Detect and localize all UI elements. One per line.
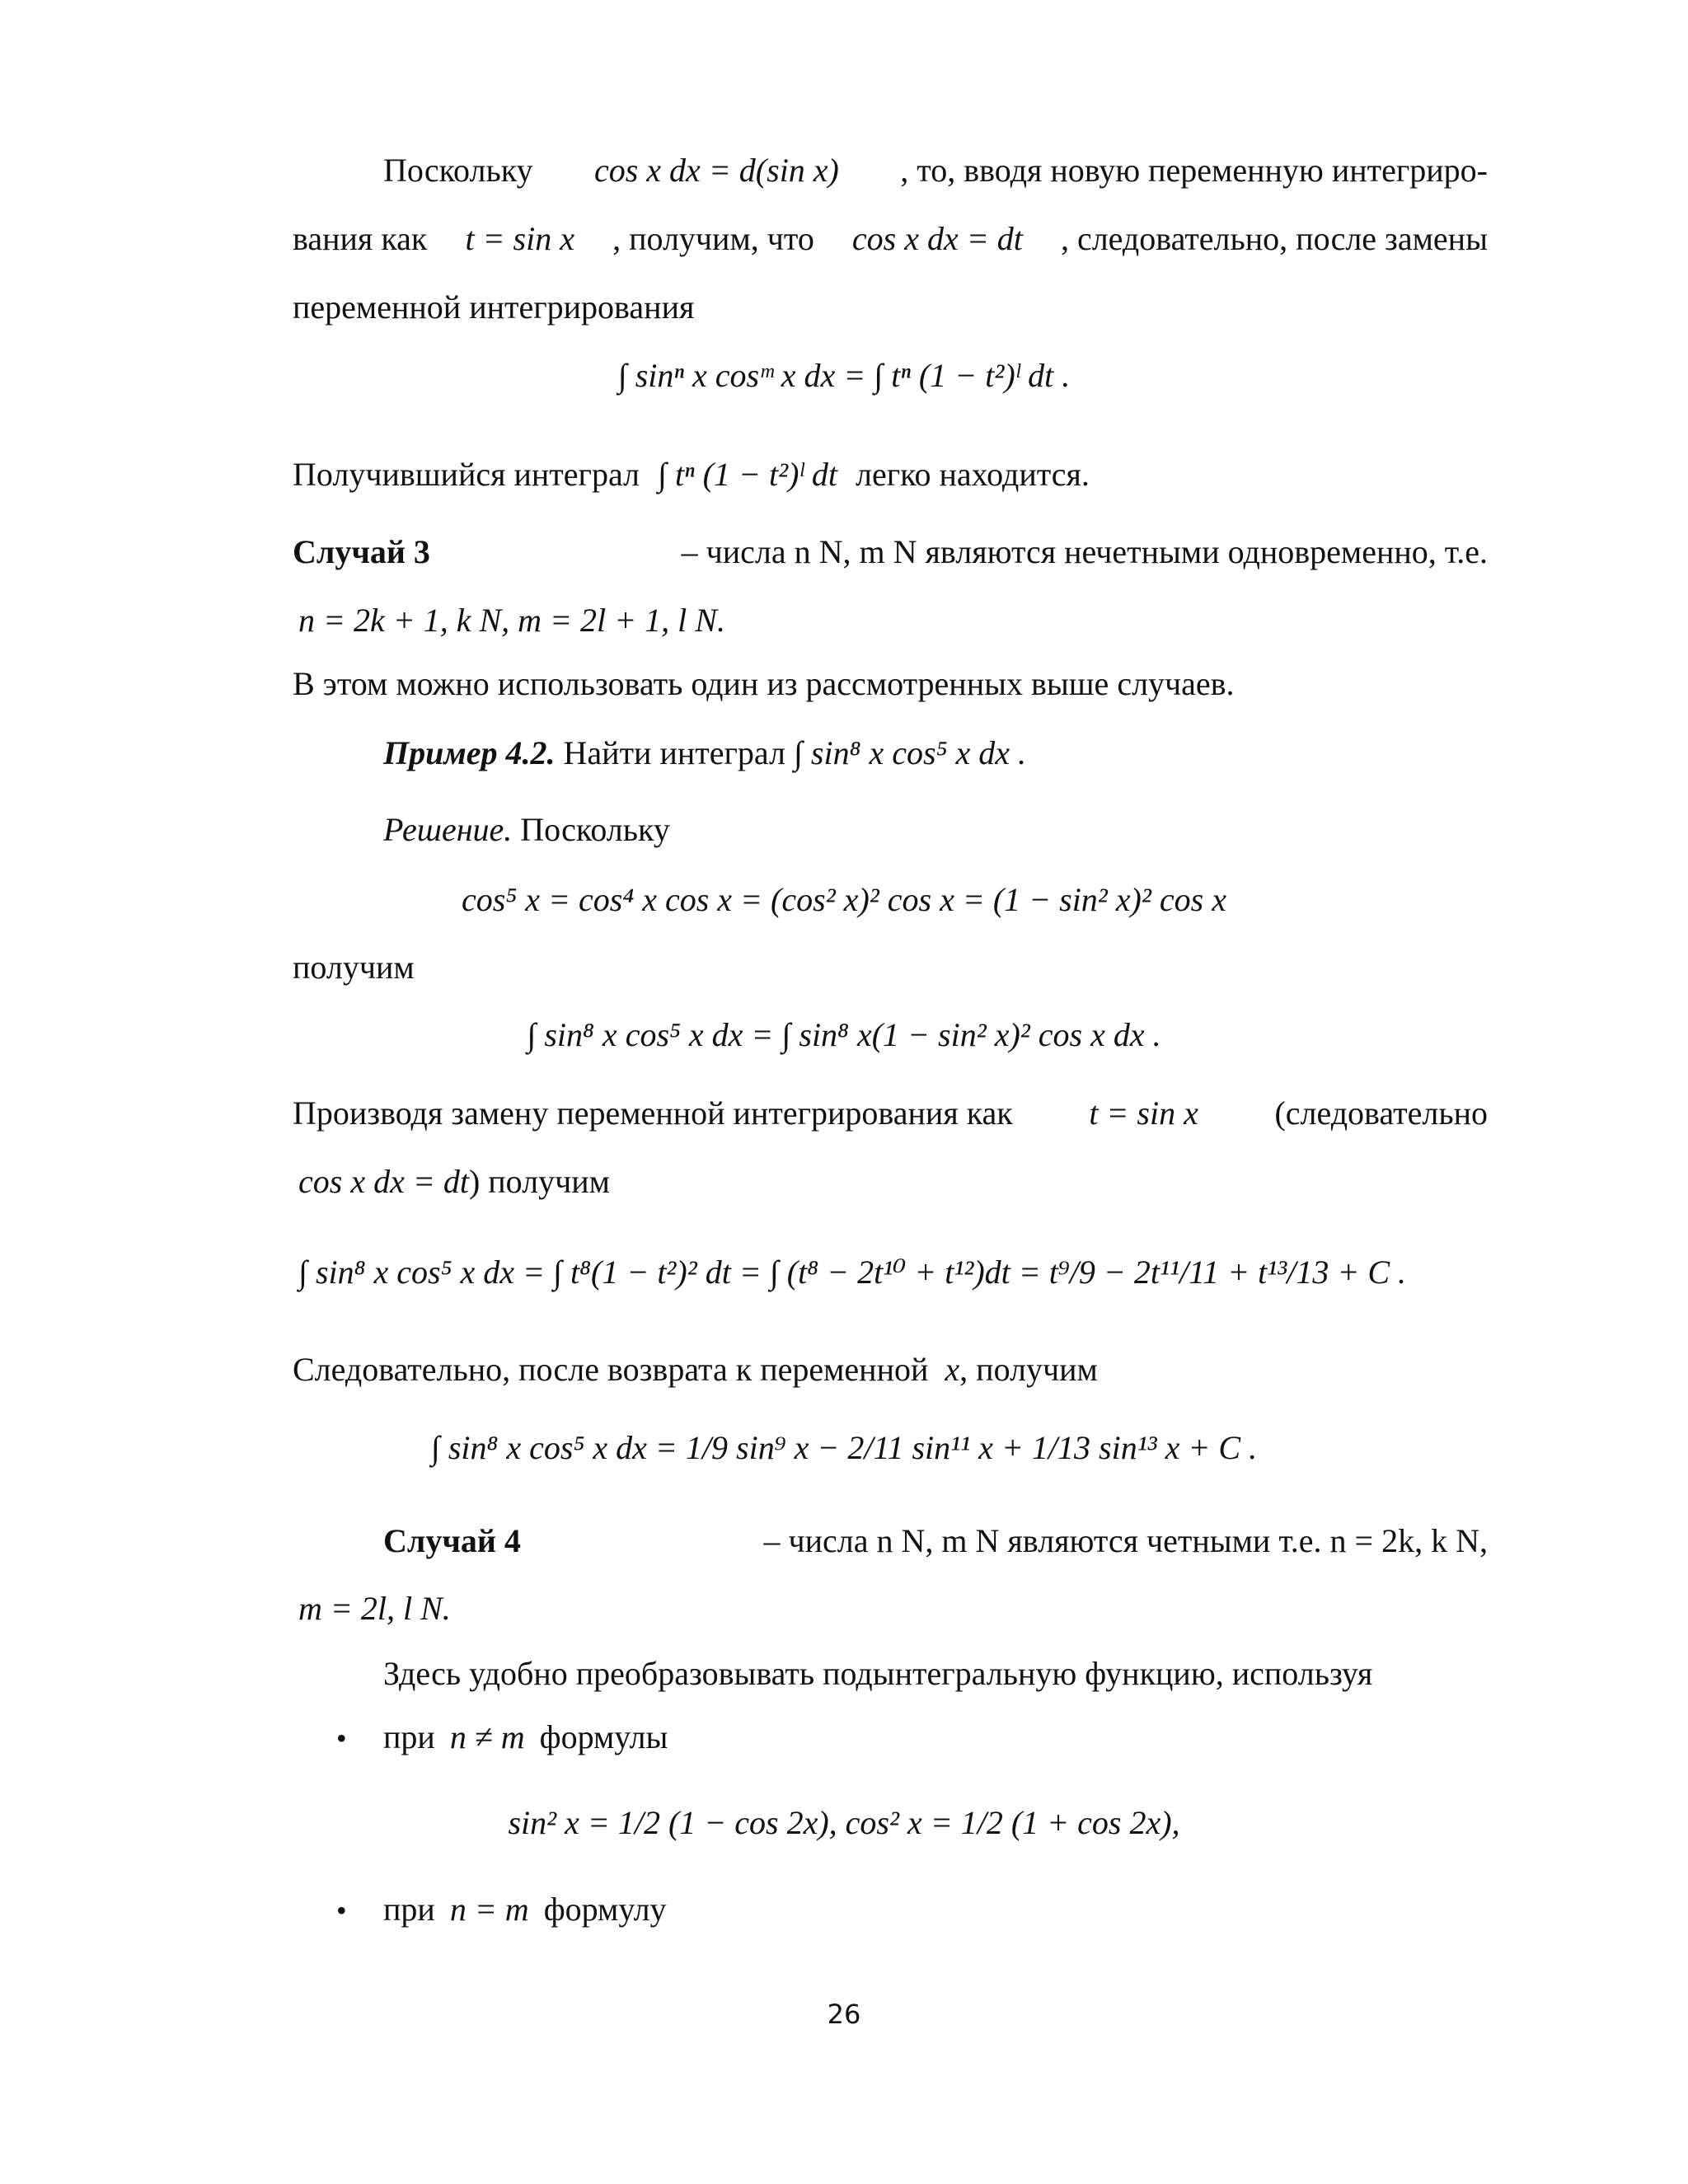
paragraph-substitution-line1: Поскольку cos x dx = d(sin x) , то, вводя новую переменную интегриро- [383, 152, 1488, 189]
inline-formula: t = sin x [1089, 1094, 1198, 1132]
formula-integral-rewritten: ∫ sin⁸ x cos⁵ x dx = ∫ sin⁸ x(1 − sin² x)² cos x dx . [527, 1016, 1161, 1053]
paragraph-substitution-t-line2: cos x dx = dt) получим [298, 1163, 610, 1200]
inline-formula: cos x dx = dt [851, 220, 1023, 257]
paragraph-integral-found: Получившийся интеграл ∫ tⁿ (1 − t²)ˡ dt легко находится. [293, 456, 1090, 493]
inline-formula: ∫ sin⁸ x cos⁵ x dx . [793, 734, 1026, 771]
case-4-line2: m = 2l, l N. [298, 1590, 451, 1627]
formula-final-answer: ∫ sin⁸ x cos⁵ x dx = 1/9 sin⁹ x − 2/11 sin¹¹ x + 1/13 sin¹³ x + C . [430, 1429, 1258, 1466]
bullet-item-n-eq-m: при n = m формулу [383, 1891, 667, 1928]
case-4-title: Случай 4 [383, 1522, 521, 1559]
bullet-item-n-neq-m: при n ≠ m формулы [383, 1718, 668, 1755]
page-number: 26 [827, 1999, 861, 2030]
bullet-icon: • [336, 1722, 347, 1755]
paragraph-transform-integrand: Здесь удобно преобразовывать подынтегральную функцию, используя [383, 1655, 1373, 1692]
case-3-title: Случай 3 [293, 533, 430, 570]
case-3-line1: Случай 3 – числа n N, m N являются нечетными одновременно, т.е. [293, 533, 1488, 570]
paragraph-back-substitution: Следовательно, после возврата к переменной x, получим [293, 1351, 1098, 1388]
paragraph-substitution-t-line1: Производя замену переменной интегрирования как t = sin x (следовательно [293, 1094, 1488, 1132]
inline-formula: t = sin x [465, 220, 574, 257]
paragraph-substitution-line2: вания как t = sin x , получим, что cos x dx = dt , следовательно, после замены [293, 220, 1488, 257]
formula-half-angle: sin² x = 1/2 (1 − cos 2x), cos² x = 1/2 (1 + cos 2x), [508, 1804, 1180, 1841]
case-4-line1: Случай 4 – числа n N, m N являются четными т.е. n = 2k, k N, [383, 1522, 1488, 1559]
example-4-2: Пример 4.2. Найти интеграл ∫ sin⁸ x cos⁵ x dx . [383, 734, 1026, 771]
formula-integral-solution-t: ∫ sin⁸ x cos⁵ x dx = ∫ t⁸(1 − t²)² dt = ∫ (t⁸ − 2t¹⁰ + t¹²)dt = t⁹/9 − 2t¹¹/11 + t¹³/13 + C . [298, 1254, 1407, 1291]
solution: Решение. Поскольку [383, 811, 670, 848]
paragraph-substitution-line3: переменной интегрирования [293, 288, 695, 326]
formula-general-substitution: ∫ sinⁿ x cosᵐ x dx = ∫ tⁿ (1 − t²)ˡ dt . [617, 357, 1071, 394]
case-3-line2: n = 2k + 1, k N, m = 2l + 1, l N. [298, 602, 725, 639]
example-label: Пример 4.2. [383, 734, 556, 771]
inline-formula: ∫ tⁿ (1 − t²)ˡ dt [658, 456, 837, 493]
paragraph-use-previous-cases: В этом можно использовать один из рассмотренных выше случаев. [293, 665, 1235, 702]
bullet-icon: • [336, 1894, 347, 1927]
solution-label: Решение. [383, 811, 513, 848]
formula-cos5-expansion: cos⁵ x = cos⁴ x cos x = (cos² x)² cos x = (1 − sin² x)² cos x [462, 881, 1226, 918]
paragraph-we-get: получим [293, 949, 415, 986]
inline-formula: cos x dx = dt [298, 1163, 469, 1200]
inline-formula: cos x dx = d(sin x) [593, 152, 839, 189]
